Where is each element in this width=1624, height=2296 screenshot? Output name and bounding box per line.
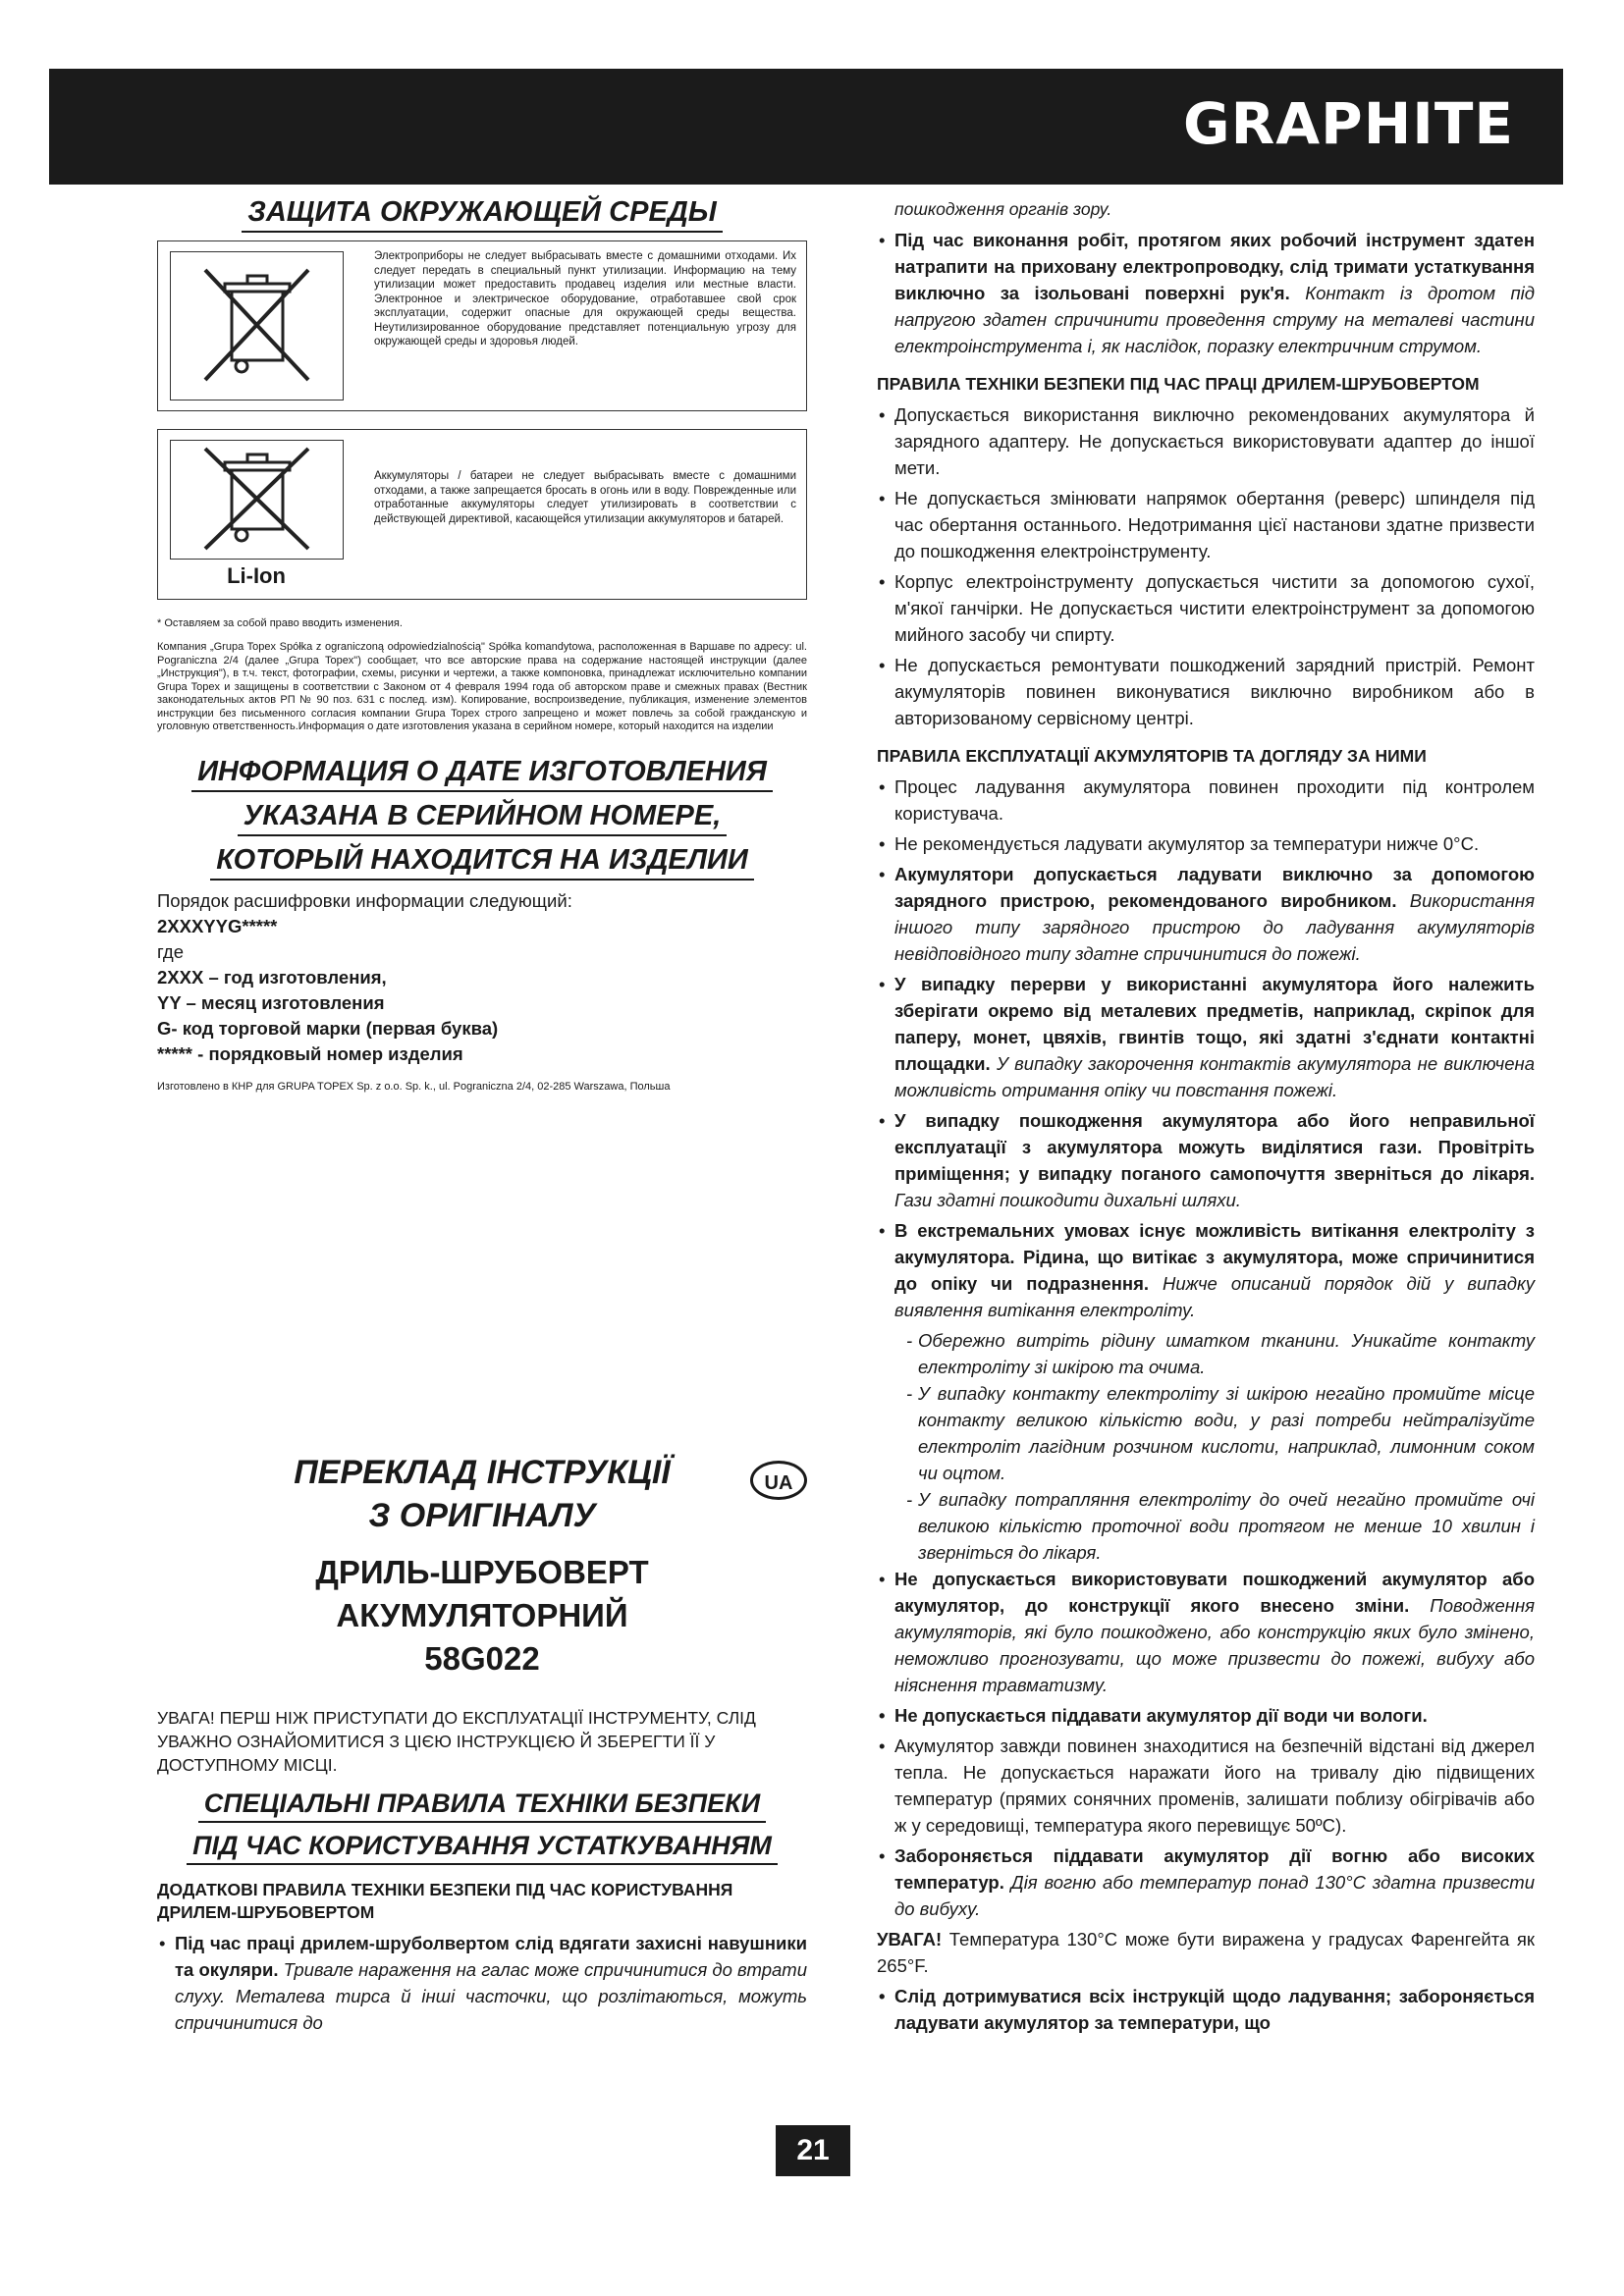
line-brand: G- код торговой марки (первая буква) bbox=[157, 1017, 499, 1039]
warning-caps: УВАГА! ПЕРШ НІЖ ПРИСТУПАТИ ДО ЕКСПЛУАТАЦІЇ ІНСТРУМЕНТУ, СЛІД УВАЖНО ОЗНАЙОМИТИСЯ З ЦІЄЮ ІНСТРУКЦІЄЮ Й ЗБЕРЕГТИ ЇЇ У ДОСТУПНОМУ МІСЦІ. bbox=[157, 1707, 756, 1775]
rule-item: • Під час праці дрилем-шруболвертом слід вдягати захисні навушники та окуляри. Тривале нараження на галас може спричинитися до втрати слуху. Металева тирса й інші часточки, що розлітаються, можуть спричинитися до bbox=[157, 1930, 807, 2036]
line-year: 2XXX – год изготовления, bbox=[157, 966, 387, 988]
product-code: 58G022 bbox=[424, 1639, 540, 1677]
copyright-text: Компания „Grupa Topex Spółka z ograniczoną odpowiedzialnością" Spółka komandytowa, расположенная в Варшаве по адресу: ul. Pograniczna 2/4 (далее „Grupa Topex") сообщает, что все авторские права на содержание настоящей инструкции (далее „Инструкция"), в т.ч. текст, фотографии, схемы, рисунки и чертежи, а также компоновка, принадлежат исключительно компании Grupa Topex и защищены в соответствии с Законом от 4 февраля 1994 года об авторском праве и смежных правах (Вестник законодательных актов РП № 90 поз. 631 с послед. изм). Копирование, воспроизведение, публикация, изменение элементов инструкции без письменного согласия компании Grupa Topex строго запрещено и может повлечь за собой гражданскую и уголовную ответственность.Информация о дате изготовления указана в серийном номере, который находится на изделии bbox=[157, 641, 807, 732]
ua-section bbox=[157, 1451, 807, 1681]
rule-item: • Акумулятор завжди повинен знаходитися на безпечній відстані від джерел тепла. Не допускається наражати його на тривалу дію підвищених температур (прямих сонячних променів, залишати поблизу обігрівачів або ж у середовищі, температура якого перевищує 50ºС). bbox=[877, 1733, 1535, 1839]
battery-text: Аккумуляторы / батареи не следует выбрасывать вместе с домашними отходами, а также запрещается бросать в огонь или в воду. Поврежденные или отработанные аккумуляторы следует утилизировать в соответствии с действующей директивой, касающейся утилизации аккумуляторов и батарей. bbox=[374, 470, 796, 525]
rule-item: • Не рекомендується ладувати акумулятор за температури нижче 0°С. bbox=[877, 830, 1535, 857]
crossed-bin-icon bbox=[170, 440, 344, 560]
made-in-text: Изготовлено в КНР для GRUPA TOPEX Sp. z o.o. Sp. k., ul. Pograniczna 2/4, 02-285 Warszawa, Польша bbox=[157, 1080, 671, 1093]
page-header bbox=[49, 69, 1563, 185]
li-ion-label: Li-Ion bbox=[227, 563, 286, 588]
product-name-2: АКУМУЛЯТОРНИЙ bbox=[336, 1596, 628, 1633]
weee-box bbox=[157, 240, 807, 411]
rule-item: • Не допускається використовувати пошкоджений акумулятор або акумулятор, до конструкції якого внесено зміни. Поводження акумуляторів, які було пошкоджено, або конструкцію яких було змінено, неможливо прогнозувати, що може призвести до пожежі, вибуху або ніяснення травматизму. bbox=[877, 1566, 1535, 1698]
rule-item: • У випадку пошкодження акумулятора або його неправильної експлуатації з акумулятора можуть виділятися гази. Провітріть приміщення; у випадку поганого самопочуття зверніться до лікаря. Гази здатні пошкодити дихальні шляхи. bbox=[877, 1107, 1535, 1213]
info-title-1: ИНФОРМАЦИЯ О ДАТЕ ИЗГОТОВЛЕНИЯ bbox=[157, 756, 807, 792]
crossed-bin-icon bbox=[170, 251, 344, 400]
info-title-2: УКАЗАНА В СЕРИЙНОМ НОМЕРЕ, bbox=[157, 800, 807, 836]
dash-item: - У випадку контакту електроліту зі шкірою негайно промийте місце контакту великою кількістю води, у разі потреби нейтралізуйте електроліт лагідним розчином кислоти, наприклад, лимонним соком чи оцтом. bbox=[877, 1380, 1535, 1486]
brand-logo: GRAPHITE bbox=[1183, 90, 1514, 157]
continued-text: пошкодження органів зору. bbox=[894, 199, 1112, 219]
product-name-1: ДРИЛЬ-ШРУБОВЕРТ bbox=[315, 1553, 649, 1590]
line-serial: ***** - порядковый номер изделия bbox=[157, 1042, 463, 1064]
rule-item: • Не допускається ремонтувати пошкоджений зарядний пристрій. Ремонт акумуляторів повинен виконуватися виключно виробником або в авторизованому сервісному центрі. bbox=[877, 652, 1535, 731]
battery-box bbox=[157, 429, 807, 600]
where-text: где bbox=[157, 940, 185, 962]
weee-text: Электроприборы не следует выбрасывать вместе с домашними отходами. Их следует передать в специальный пункт утилизации. Информацию на тему утилизации может предоставить продавец изделия или местные власти. Электронное и электрическое оборудование, отработавшее свой срок эксплуатации, содержит опасные для окружающей среды вещества. Неутилизированное оборудование представляет потенциальную угрозу для окружающей среды и здоровья людей. bbox=[374, 250, 796, 347]
left-column bbox=[157, 196, 807, 2040]
add-rules-heading: ДОДАТКОВІ ПРАВИЛА ТЕХНІКИ БЕЗПЕКИ ПІД ЧАС КОРИСТУВАННЯ ДРИЛЕМ-ШРУБОВЕРТОМ bbox=[157, 1879, 733, 1922]
ua-title-1: ПЕРЕКЛАД ІНСТРУКЦІЇ bbox=[294, 1453, 671, 1491]
env-title: ЗАЩИТА ОКРУЖАЮЩЕЙ СРЕДЫ bbox=[157, 196, 807, 233]
serial-code: 2XXXYYG***** bbox=[157, 915, 278, 936]
right-column bbox=[877, 196, 1535, 2040]
rule-item: • Не допускається піддавати акумулятор дії води чи вологи. bbox=[877, 1702, 1535, 1729]
ua-title-2: З ОРИГІНАЛУ bbox=[368, 1496, 596, 1534]
rule-item: • Акумулятори допускається ладувати виключно за допомогою зарядного пристрою, рекомендованого виробником. Використання іншого типу зарядного пристрою до ладування акумуляторів невідповідного типу здатне спричинитися до пожежі. bbox=[877, 861, 1535, 967]
dash-item: - Обережно витріть рідину шматком тканини. Уникайте контакту електроліту зі шкірою та очима. bbox=[877, 1327, 1535, 1380]
rule-item: • В екстремальних умовах існує можливість витікання електроліту з акумулятора. Рідина, що витікає з акумулятора, може спричинитися до опіку чи подразнення. Нижче описаний порядок дій у випадку виявлення витікання електроліту. bbox=[877, 1217, 1535, 1323]
temperature-note: УВАГА! Температура 130°С може бути виражена у градусах Фаренгейта як 265°F. bbox=[877, 1929, 1536, 1976]
rule-item: • Допускається використання виключно рекомендованих акумулятора й зарядного адаптеру. Не допускається використовувати адаптер до іншої мети. bbox=[877, 401, 1535, 481]
changes-note: * Оставляем за собой право вводить изменения. bbox=[157, 617, 403, 629]
dash-item: - У випадку потрапляння електроліту до очей негайно промийте очі великою кількістю проточної води протягом не менше 10 хвилин і зверніться до лікаря. bbox=[877, 1486, 1535, 1566]
rule-item: • Процес ладування акумулятора повинен проходити під контролем користувача. bbox=[877, 774, 1535, 827]
section-heading-drill: ПРАВИЛА ТЕХНІКИ БЕЗПЕКИ ПІД ЧАС ПРАЦІ ДРИЛЕМ-ШРУБОВЕРТОМ bbox=[877, 374, 1480, 394]
rule-item: • Під час виконання робіт, протягом яких робочий інструмент здатен натрапити на приховану електропроводку, слід тримати устаткування виключно за ізольовані поверхні рук'я. Контакт із дротом під напругою здатен спричинити проведення струму на металеві частини електроінструмента і, як наслідок, поразку електричним струмом. bbox=[877, 227, 1535, 359]
rule-item: • Забороняється піддавати акумулятор дії вогню або високих температур. Дія вогню або температур понад 130°С здатна призвести до вибуху. bbox=[877, 1842, 1535, 1922]
rule-item: • У випадку перерви у використанні акумулятора його належить зберігати окремо від металевих предметів, наприклад, скріпок для паперу, монет, цвяхів, гвинтів тощо, які здатні з'єднати контактні площадки. У випадку закорочення контактів акумулятора не виключена можливість отримання опіку чи повстання пожежі. bbox=[877, 971, 1535, 1103]
ua-badge: UA bbox=[750, 1461, 807, 1500]
info-title-3: КОТОРЫЙ НАХОДИТСЯ НА ИЗДЕЛИИ bbox=[157, 844, 807, 881]
rule-item: • Не допускається змінювати напрямок обертання (реверс) шпинделя під час обертання останнього. Недотримання цієї настанови здатне призвести до пошкодження електроінструменту. bbox=[877, 485, 1535, 564]
rule-item: • Корпус електроінструменту допускається чистити за допомогою сухої, м'якої ганчірки. Не допускається чистити електроінструмент за допомогою мийного засобу чи спирту. bbox=[877, 568, 1535, 648]
rule-item: • Слід дотримуватися всіх інструкцій щодо ладування; забороняється ладувати акумулятор за температури, що bbox=[877, 1983, 1535, 2036]
special-title-2: ПІД ЧАС КОРИСТУВАННЯ УСТАТКУВАННЯМ bbox=[157, 1831, 807, 1865]
line-month: YY – месяц изготовления bbox=[157, 991, 385, 1013]
section-heading-battery: ПРАВИЛА ЕКСПЛУАТАЦІЇ АКУМУЛЯТОРІВ ТА ДОГЛЯДУ ЗА НИМИ bbox=[877, 746, 1427, 766]
special-title-1: СПЕЦІАЛЬНІ ПРАВИЛА ТЕХНІКИ БЕЗПЕКИ bbox=[157, 1789, 807, 1823]
decode-intro: Порядок расшифровки информации следующий: bbox=[157, 889, 572, 911]
page-number: 21 bbox=[776, 2125, 850, 2176]
